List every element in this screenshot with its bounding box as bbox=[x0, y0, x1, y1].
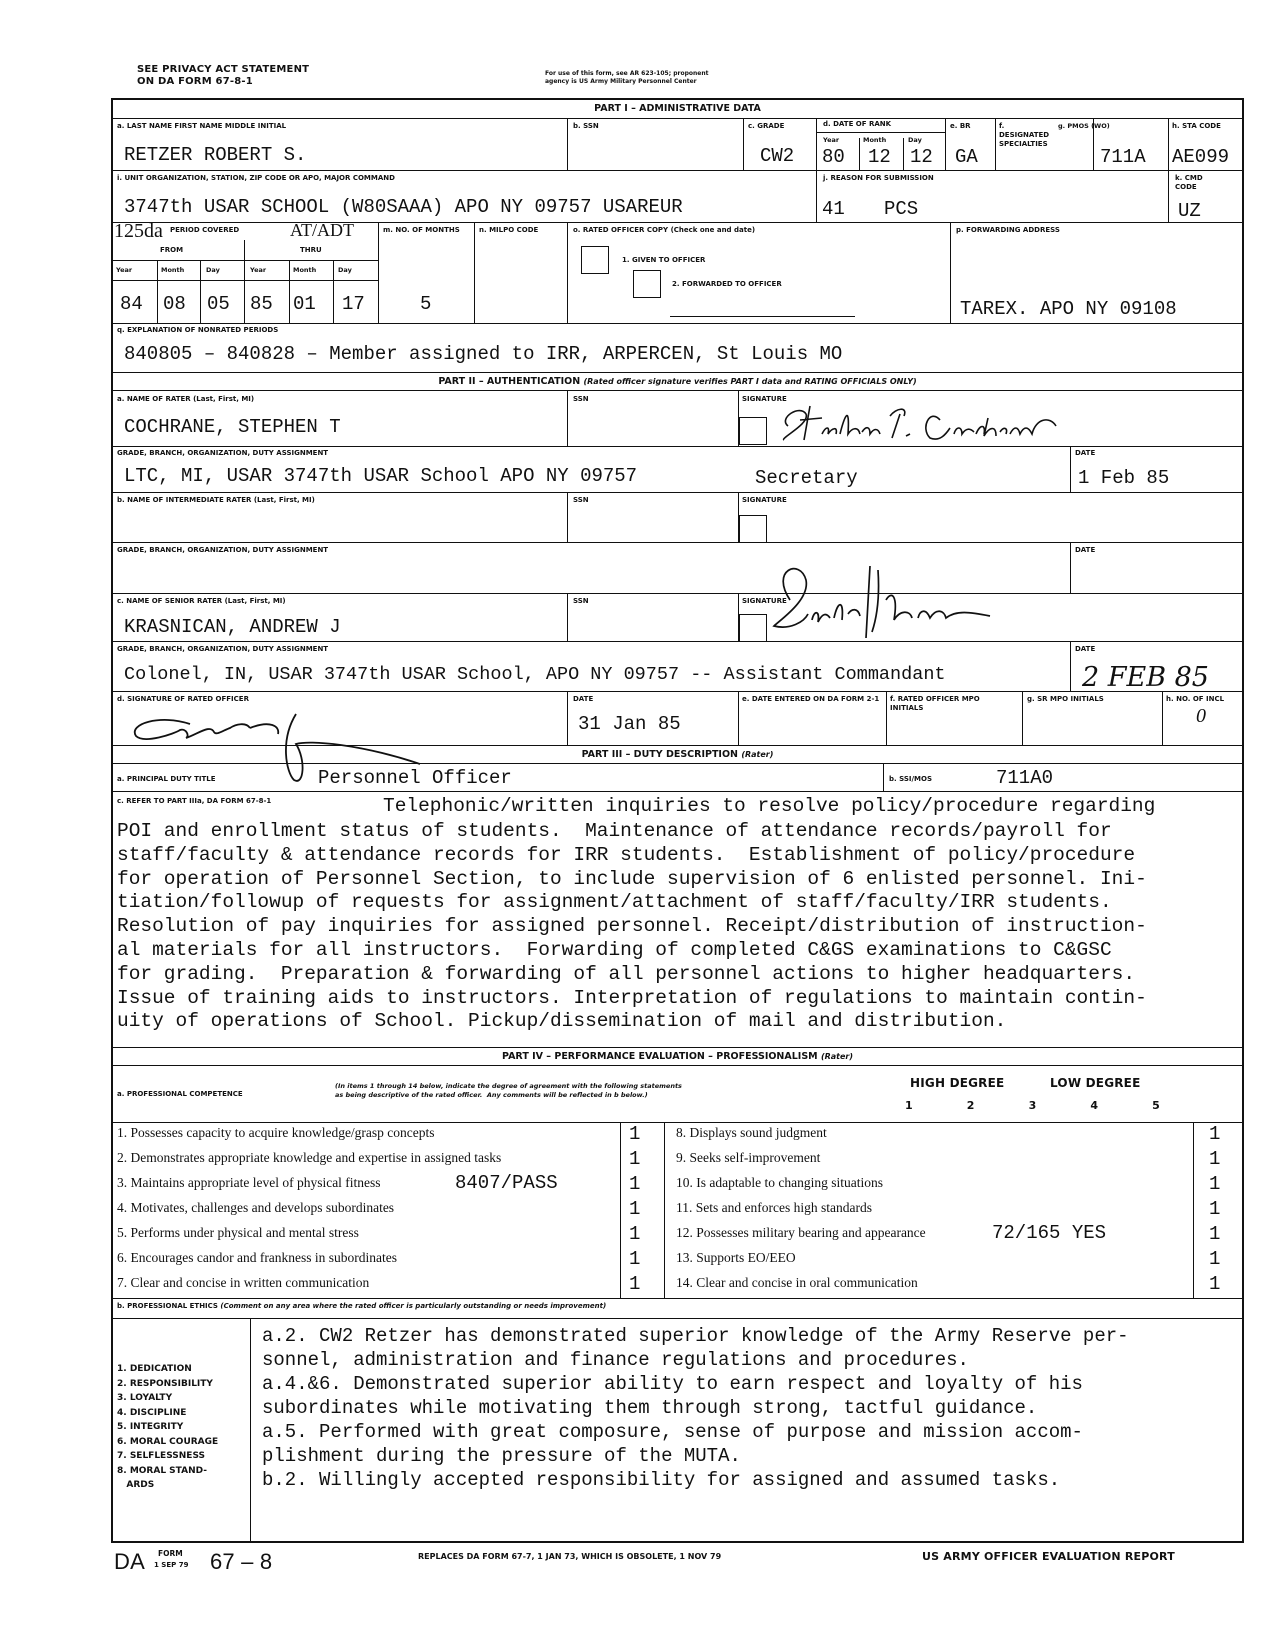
scale-2: 2 bbox=[966, 1099, 975, 1112]
cmd-code-value: UZ bbox=[1178, 200, 1201, 222]
scale-1: 1 bbox=[905, 1099, 913, 1112]
thru-day-label: Day bbox=[338, 266, 352, 274]
name-label: a. LAST NAME FIRST NAME MIDDLE INITIAL bbox=[117, 122, 287, 130]
competence-items-left bbox=[111, 1122, 664, 1297]
footer-replaces: REPLACES DA FORM 67-7, 1 JAN 73, WHICH IS OBSOLETE, 1 NOV 79 bbox=[418, 1552, 722, 1561]
senior-date-handwritten bbox=[1080, 652, 1230, 694]
thru-label: THRU bbox=[300, 246, 322, 254]
duty-description: POI and enrollment status of students. Maintenance of attendance records/payroll for staff/faculty & attendance records for IRR students. Establishment of policy/procedure for operation of Personnel Section, to include supervision of 6 enlisted personnel. Ini- tiation/followup of requests for assignment/attachment of staff/faculty/IRR students. Resolution of pay inquiries for assigned personnel. Receipt/distribution of instruction- al materials for all instructors. Forwarding of completed C&GS examinations to C&GSC for grading. Preparation & forwarding of all personnel actions to higher headquarters. Issue of training aids to instructors. Interpretation of regulations to maintain contin- uity of operations of School. Pickup/dissemination of mail and distribution. bbox=[117, 820, 1147, 1033]
dor-month: 12 bbox=[868, 146, 891, 168]
item-text: 5. Performs under physical and mental stress bbox=[117, 1225, 359, 1240]
from-day-label: Day bbox=[206, 266, 220, 274]
scale-3: 3 bbox=[1028, 1099, 1037, 1112]
competence-item bbox=[111, 1222, 664, 1247]
competence-item bbox=[664, 1172, 1242, 1197]
senior-signature-label: SIGNATURE bbox=[742, 597, 787, 605]
senior-rater-label: c. NAME OF SENIOR RATER (Last, First, MI) bbox=[117, 597, 286, 605]
from-year: 84 bbox=[120, 293, 143, 315]
pmos-label: g. PMOS (WO) bbox=[1058, 122, 1110, 130]
milpo-label: n. MILPO CODE bbox=[479, 226, 539, 234]
rater-name-label: a. NAME OF RATER (Last, First, MI) bbox=[117, 395, 255, 403]
no-incl-value: 0 bbox=[1196, 705, 1206, 727]
period-note-suffix: AT/ADT bbox=[290, 220, 354, 240]
dor-month-label: Month bbox=[863, 136, 887, 144]
item-text: 3. Maintains appropriate level of physical fitness bbox=[117, 1175, 381, 1190]
dor-year-label: Year bbox=[823, 136, 840, 144]
part2-title-note: (Rated officer signature verifies PART I data and RATING OFFICIALS ONLY) bbox=[583, 377, 917, 386]
principal-duty-label: a. PRINCIPAL DUTY TITLE bbox=[117, 775, 216, 783]
senior-grade-assignment: Colonel, IN, USAR 3747th USAR School, APO NY 09757 -- Assistant Commandant bbox=[124, 664, 946, 685]
part3-title-text: PART III – DUTY DESCRIPTION bbox=[581, 749, 738, 760]
reason-text: PCS bbox=[884, 198, 919, 220]
rated-signature-label: d. SIGNATURE OF RATED OFFICER bbox=[117, 695, 249, 703]
given-to-officer-checkbox[interactable] bbox=[581, 246, 609, 274]
nonrated-label: q. EXPLANATION OF NONRATED PERIODS bbox=[117, 326, 279, 334]
rated-date: 31 Jan 85 bbox=[578, 713, 681, 735]
forwarding-address-label: p. FORWARDING ADDRESS bbox=[956, 226, 1060, 234]
army-values-list: 1. DEDICATION 2. RESPONSIBILITY 3. LOYALTY 4. DISCIPLINE 5. INTEGRITY 6. MORAL COURAGE 7. SELFLESSNESS 8. MORAL STAND- ARDS bbox=[117, 1364, 219, 1490]
rater-date: 1 Feb 85 bbox=[1078, 467, 1170, 489]
item-score: 1 bbox=[629, 1198, 641, 1220]
reason-label: j. REASON FOR SUBMISSION bbox=[823, 174, 934, 182]
privacy-note: SEE PRIVACY ACT STATEMENT ON DA FORM 67-8-1 bbox=[137, 64, 310, 87]
item-text: 8. Displays sound judgment bbox=[676, 1125, 827, 1140]
grade-label: c. GRADE bbox=[748, 122, 785, 130]
competence-item bbox=[664, 1222, 1242, 1247]
ssi-mos-label: b. SSI/MOS bbox=[889, 775, 932, 783]
unit-value: 3747th USAR SCHOOL (W80SAAA) APO NY 09757 USAREUR bbox=[124, 196, 683, 218]
date-entered-label: e. DATE ENTERED ON DA FORM 2-1 bbox=[742, 695, 880, 703]
from-year-label: Year bbox=[116, 266, 133, 274]
high-degree-label: HIGH DEGREE bbox=[910, 1076, 1005, 1090]
sta-code-label: h. STA CODE bbox=[1172, 122, 1221, 130]
competence-item bbox=[664, 1247, 1242, 1272]
rater-signature-label: SIGNATURE bbox=[742, 395, 787, 403]
designated-specialties-label: f. DESIGNATED SPECIALTIES bbox=[999, 122, 1050, 148]
thru-month: 01 bbox=[293, 293, 316, 315]
part3-title-note: (Rater) bbox=[741, 750, 774, 759]
item-note: 72/165 YES bbox=[992, 1222, 1107, 1244]
ethics-label-text: b. PROFESSIONAL ETHICS bbox=[117, 1302, 218, 1310]
item-note: 8407/PASS bbox=[455, 1172, 558, 1194]
intermediate-signature-box bbox=[739, 515, 767, 543]
item-text: 10. Is adaptable to changing situations bbox=[676, 1175, 883, 1190]
scale-5: 5 bbox=[1152, 1099, 1160, 1112]
from-day: 05 bbox=[207, 293, 230, 315]
ethics-comments: a.2. CW2 Retzer has demonstrated superior knowledge of the Army Reserve per- sonnel, administration and finance regulations and procedures. a.4.&6. Demonstrated superior ability to earn respect and loyalty of his subordinates while motivating them through strong, tactful guidance. a.5. Performed with great composure, sense of purpose and mission accom- plishment during the pressure of the MUTA. b.2. Willingly accepted responsibility for assigned and assumed tasks. bbox=[262, 1325, 1129, 1491]
item-score: 1 bbox=[1209, 1173, 1221, 1195]
item-score: 1 bbox=[1209, 1148, 1221, 1170]
rater-gbo-label: GRADE, BRANCH, ORGANIZATION, DUTY ASSIGNMENT bbox=[117, 449, 329, 457]
competence-item bbox=[111, 1197, 664, 1222]
period-covered-label: PERIOD COVERED bbox=[170, 226, 240, 234]
unit-label: i. UNIT ORGANIZATION, STATION, ZIP CODE OR APO, MAJOR COMMAND bbox=[117, 174, 395, 182]
rater-grade-assignment: LTC, MI, USAR 3747th USAR School APO NY 09757 bbox=[124, 465, 638, 487]
duties-first-line: Telephonic/written inquiries to resolve policy/procedure regarding bbox=[383, 795, 1156, 817]
pmos-value: 711A bbox=[1100, 146, 1146, 168]
intermediate-rater-label: b. NAME OF INTERMEDIATE RATER (Last, First, MI) bbox=[117, 496, 315, 504]
intermediate-ssn-label: SSN bbox=[573, 496, 589, 504]
item-text: 7. Clear and concise in written communication bbox=[117, 1275, 370, 1290]
part2-title bbox=[111, 376, 1244, 387]
item-text: 11. Sets and enforces high standards bbox=[676, 1200, 872, 1215]
part4-title-note: (Rater) bbox=[820, 1052, 854, 1061]
item-score: 1 bbox=[1209, 1223, 1221, 1245]
grade-value: CW2 bbox=[760, 145, 795, 167]
intermediate-signature-label: SIGNATURE bbox=[742, 496, 787, 504]
competence-item bbox=[664, 1272, 1242, 1297]
part4-title bbox=[111, 1051, 1244, 1062]
competence-item bbox=[111, 1147, 664, 1172]
ssn-label: b. SSN bbox=[573, 122, 599, 130]
item-score: 1 bbox=[629, 1173, 641, 1195]
thru-month-label: Month bbox=[293, 266, 317, 274]
competence-item bbox=[111, 1122, 664, 1147]
competence-item bbox=[111, 1272, 664, 1297]
from-month: 08 bbox=[163, 293, 186, 315]
senior-date-label: DATE bbox=[1075, 645, 1096, 653]
item-text: 6. Encourages candor and frankness in subordinates bbox=[117, 1250, 398, 1265]
competence-item bbox=[664, 1147, 1242, 1172]
from-month-label: Month bbox=[161, 266, 185, 274]
part2-title-text: PART II – AUTHENTICATION bbox=[438, 376, 581, 387]
item-score: 1 bbox=[629, 1123, 641, 1145]
principal-duty-title: Personnel Officer bbox=[318, 767, 512, 789]
degree-scale bbox=[905, 1099, 1160, 1112]
forwarded-to-officer-label: 2. FORWARDED TO OFFICER bbox=[672, 280, 782, 288]
low-degree-label: LOW DEGREE bbox=[1050, 1076, 1141, 1090]
item-score: 1 bbox=[1209, 1273, 1221, 1295]
rated-date-label: DATE bbox=[573, 695, 594, 703]
competence-item bbox=[664, 1122, 1242, 1147]
rater-duty: Secretary bbox=[755, 467, 858, 489]
item-text: 4. Motivates, challenges and develops subordinates bbox=[117, 1200, 395, 1215]
footer-title: US ARMY OFFICER EVALUATION REPORT bbox=[922, 1550, 1175, 1563]
use-note: For use of this form, see AR 623-105; proponent agency is US Army Military Personnel Center bbox=[545, 70, 709, 85]
senior-ssn-label: SSN bbox=[573, 597, 589, 605]
sr-mpo-label: g. SR MPO INITIALS bbox=[1027, 695, 1104, 703]
part4-title-text: PART IV – PERFORMANCE EVALUATION – PROFESSIONALISM bbox=[501, 1051, 818, 1062]
scale-4: 4 bbox=[1090, 1099, 1099, 1112]
item-text: 12. Possesses military bearing and appearance bbox=[676, 1225, 926, 1240]
rater-ssn-label: SSN bbox=[573, 395, 589, 403]
cmd-code-label: k. CMD CODE bbox=[1175, 174, 1203, 191]
rater-signature bbox=[770, 398, 1100, 448]
rater-name: COCHRANE, STEPHEN T bbox=[124, 416, 341, 438]
item-score: 1 bbox=[629, 1223, 641, 1245]
professional-ethics-label bbox=[117, 1302, 606, 1310]
branch-value: GA bbox=[955, 146, 978, 168]
intermediate-date-label: DATE bbox=[1075, 546, 1096, 554]
item-text: 1. Possesses capacity to acquire knowledge/grasp concepts bbox=[117, 1125, 435, 1140]
rated-copy-label: o. RATED OFFICER COPY (Check one and date) bbox=[573, 226, 756, 234]
reason-code: 41 bbox=[822, 198, 845, 220]
thru-day: 17 bbox=[342, 293, 365, 315]
competence-item bbox=[111, 1172, 664, 1197]
given-to-officer-label: 1. GIVEN TO OFFICER bbox=[622, 256, 706, 264]
part3-title bbox=[111, 749, 1244, 760]
period-note: 125da bbox=[114, 220, 163, 242]
rater-date-label: DATE bbox=[1075, 449, 1096, 457]
dor-year: 80 bbox=[822, 146, 845, 168]
footer-da: DA bbox=[114, 1549, 145, 1574]
branch-label: e. BR bbox=[950, 122, 971, 130]
footer-form-number: 67 – 8 bbox=[210, 1549, 273, 1574]
intermediate-gbo-label: GRADE, BRANCH, ORGANIZATION, DUTY ASSIGNMENT bbox=[117, 546, 329, 554]
nonrated-value: 840805 – 840828 – Member assigned to IRR, ARPERCEN, St Louis MO bbox=[124, 343, 843, 365]
competence-instructions: (In items 1 through 14 below, indicate the degree of agreement with the following statements as being descriptive of the rated officer. Any comments will be reflected in b below.) bbox=[335, 1082, 682, 1099]
item-score: 1 bbox=[629, 1248, 641, 1270]
footer-form-date: 1 SEP 79 bbox=[154, 1561, 189, 1569]
refer-label: c. REFER TO PART IIIa, DA FORM 67-8-1 bbox=[117, 797, 272, 805]
item-score: 1 bbox=[1209, 1123, 1221, 1145]
thru-year-label: Year bbox=[250, 266, 267, 274]
footer-form-label: FORM bbox=[158, 1549, 183, 1558]
senior-rater-signature bbox=[760, 560, 1060, 646]
sta-code-value: AE099 bbox=[1172, 146, 1230, 168]
item-score: 1 bbox=[629, 1148, 641, 1170]
senior-date-text: 2 FEB 85 bbox=[1082, 662, 1209, 693]
dor-day: 12 bbox=[910, 146, 933, 168]
item-text: 14. Clear and concise in oral communication bbox=[676, 1275, 918, 1290]
senior-rater-name: KRASNICAN, ANDREW J bbox=[124, 616, 341, 638]
forwarding-address-value: TAREX. APO NY 09108 bbox=[960, 298, 1177, 320]
part1-title: PART I – ADMINISTRATIVE DATA bbox=[594, 103, 761, 114]
months-label: m. NO. OF MONTHS bbox=[383, 226, 460, 234]
item-score: 1 bbox=[1209, 1198, 1221, 1220]
competence-items-right bbox=[664, 1122, 1242, 1297]
thru-year: 85 bbox=[250, 293, 273, 315]
rater-signature-box bbox=[739, 417, 767, 445]
months-value: 5 bbox=[420, 293, 432, 315]
no-incl-label: h. NO. OF INCL bbox=[1166, 695, 1225, 703]
competence-item bbox=[111, 1247, 664, 1272]
item-text: 2. Demonstrates appropriate knowledge and expertise in assigned tasks bbox=[117, 1150, 502, 1165]
item-text: 9. Seeks self-improvement bbox=[676, 1150, 821, 1165]
mpo-initials-label: f. RATED OFFICER MPO INITIALS bbox=[890, 695, 980, 712]
ssi-mos-value: 711A0 bbox=[996, 767, 1054, 789]
dor-day-label: Day bbox=[908, 136, 922, 144]
ethics-label-note: (Comment on any area where the rated officer is particularly outstanding or needs improvement) bbox=[220, 1302, 607, 1310]
forwarded-to-officer-checkbox[interactable] bbox=[633, 270, 661, 298]
competence-item bbox=[664, 1197, 1242, 1222]
senior-gbo-label: GRADE, BRANCH, ORGANIZATION, DUTY ASSIGNMENT bbox=[117, 645, 329, 653]
item-score: 1 bbox=[1209, 1248, 1221, 1270]
item-score: 1 bbox=[629, 1273, 641, 1295]
officer-name: RETZER ROBERT S. bbox=[124, 144, 307, 166]
from-label: FROM bbox=[160, 246, 184, 254]
date-of-rank-label: d. DATE OF RANK bbox=[823, 120, 892, 128]
item-text: 13. Supports EO/EEO bbox=[676, 1250, 796, 1265]
professional-competence-label: a. PROFESSIONAL COMPETENCE bbox=[117, 1090, 243, 1098]
